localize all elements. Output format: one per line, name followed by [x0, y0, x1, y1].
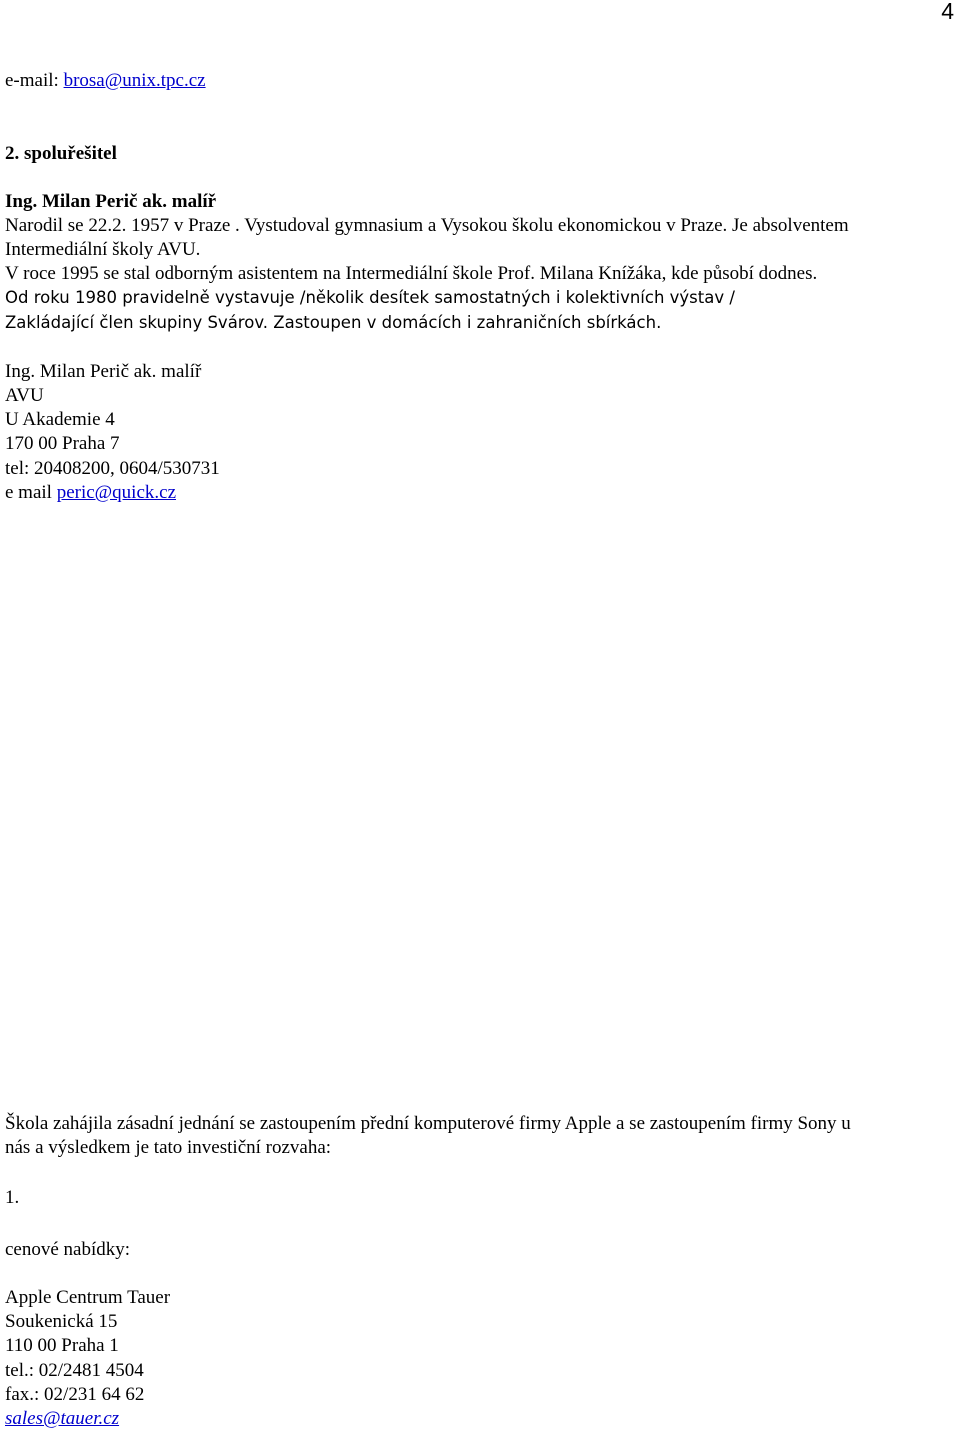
- vendor-city: 110 00 Praha 1: [5, 1335, 119, 1356]
- coresearcher-name: Ing. Milan Perič ak. malíř: [5, 191, 217, 212]
- vendor-phone: tel.: 02/2481 4504: [5, 1360, 144, 1381]
- bio-line-5: Zakládající člen skupiny Svárov. Zastoupen v domácích i zahraničních sbírkách.: [5, 313, 662, 332]
- email-link-sales[interactable]: sales@tauer.cz: [5, 1408, 120, 1429]
- investment-intro-line-2: nás a výsledkem je tato investiční rozvaha:: [5, 1137, 332, 1158]
- bio-line-4: Od roku 1980 pravidelně vystavuje /několik desítek samostatných i kolektivních výstav /: [5, 288, 735, 307]
- email-label: e-mail:: [5, 70, 64, 91]
- address-email-label: e mail: [5, 482, 57, 503]
- vendor-name: Apple Centrum Tauer: [5, 1287, 171, 1308]
- vendor-email: [5, 1407, 119, 1431]
- address-line-phone: tel: 20408200, 0604/530731: [5, 458, 220, 479]
- address-line-street: U Akademie 4: [5, 409, 115, 430]
- offers-heading: cenové nabídky:: [5, 1239, 131, 1260]
- address-line-institution: AVU: [5, 385, 44, 406]
- page-number: 4: [941, 0, 954, 24]
- email-link-peric[interactable]: peric@quick.cz: [56, 482, 177, 503]
- address-email: [5, 481, 176, 505]
- bio-line-2: Intermediální školy AVU.: [5, 239, 201, 260]
- header-contact: [5, 69, 206, 93]
- address-line-city: 170 00 Praha 7: [5, 433, 120, 454]
- email-link-brosa[interactable]: brosa@unix.tpc.cz: [63, 70, 206, 91]
- bio-line-1: Narodil se 22.2. 1957 v Praze . Vystudoval gymnasium a Vysokou školu ekonomickou v Praze. Je absolventem: [5, 215, 849, 236]
- address-line-name: Ing. Milan Perič ak. malíř: [5, 361, 202, 382]
- investment-intro-line-1: Škola zahájila zásadní jednání se zastoupením přední komputerové firmy Apple a se zastoupením firmy Sony u: [5, 1113, 851, 1134]
- section-heading-coresearcher: 2. spoluřešitel: [5, 143, 117, 164]
- bio-line-3: V roce 1995 se stal odborným asistentem na Intermediální škole Prof. Milana Knížáka, kde působí dodnes.: [5, 263, 818, 284]
- vendor-street: Soukenická 15: [5, 1311, 118, 1332]
- list-item-number: 1.: [5, 1187, 20, 1208]
- vendor-fax: fax.: 02/231 64 62: [5, 1384, 145, 1405]
